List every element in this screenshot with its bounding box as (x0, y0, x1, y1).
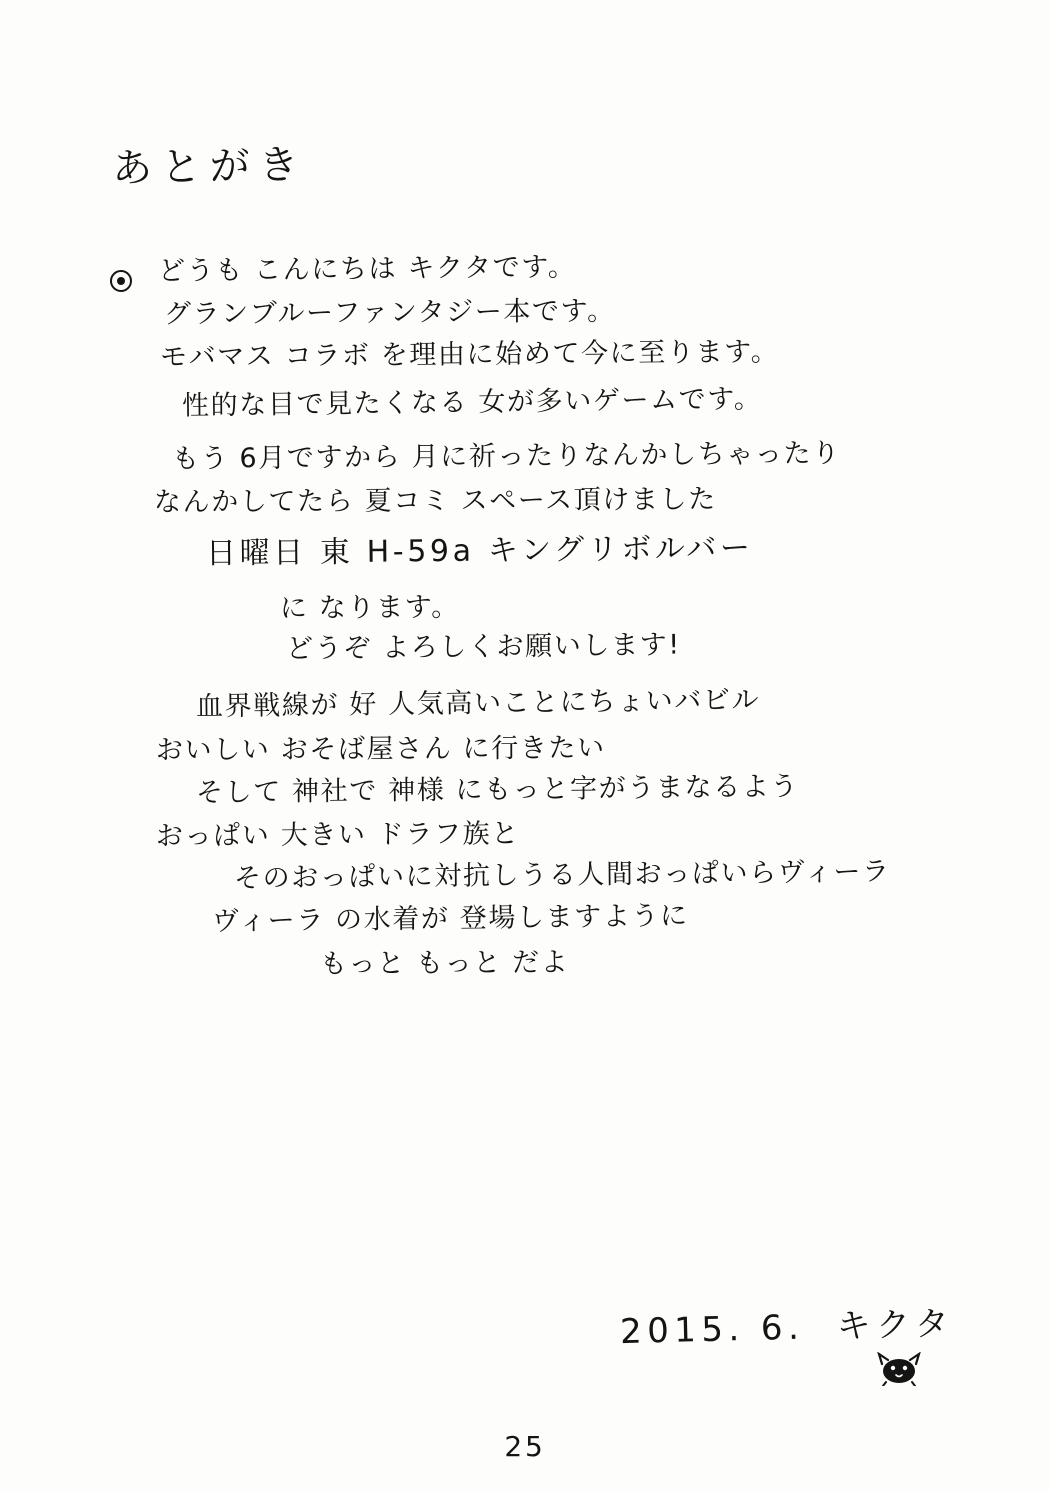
body-line: もう 6月ですから 月に祈ったりなんかしちゃったり (171, 437, 841, 475)
body-line: に なります。 (279, 591, 460, 625)
body-line: どうぞ よろしくお願いします! (285, 629, 681, 665)
filled-circle-bullet-icon (110, 270, 132, 292)
body-line: 性的な目で見たくなる 女が多いゲームです。 (181, 383, 763, 422)
body-line: そして 神社で 神様 にもっと字がうまなるよう (195, 771, 800, 809)
page-number: 25 (504, 1430, 546, 1463)
body-line: そのおっぱいに対抗しうる人間おっぱいらヴィーラ (233, 856, 891, 895)
body-line: おいしい おそば屋さん に行きたい (155, 732, 606, 766)
body-line: 血界戦線が 好 人気高いことにちょいバビル (195, 684, 761, 723)
body-line: モバマス コラボ を理由に始めて今に至ります。 (159, 336, 780, 373)
signature: 2015. 6. キクタ (619, 1303, 955, 1353)
body-line: ヴィーラ の水着が 登場しますように (211, 900, 689, 938)
body-line: もっと もっと だよ (319, 947, 570, 980)
body-line: なんかしてたら 夏コミ スペース頂けました (153, 484, 717, 518)
body-line: どうも こんにちは キクタです。 (157, 251, 577, 287)
body-line: 日曜日 東 H-59a キングリボルバー (205, 530, 754, 572)
page-title: あとがき (111, 141, 308, 193)
cat-face-doodle-icon (876, 1352, 922, 1386)
body-line: おっぱい 大きい ドラフ族と (155, 818, 520, 852)
body-line: グランブルーファンタジー本です。 (163, 295, 616, 330)
afterword-body (150, 251, 980, 995)
